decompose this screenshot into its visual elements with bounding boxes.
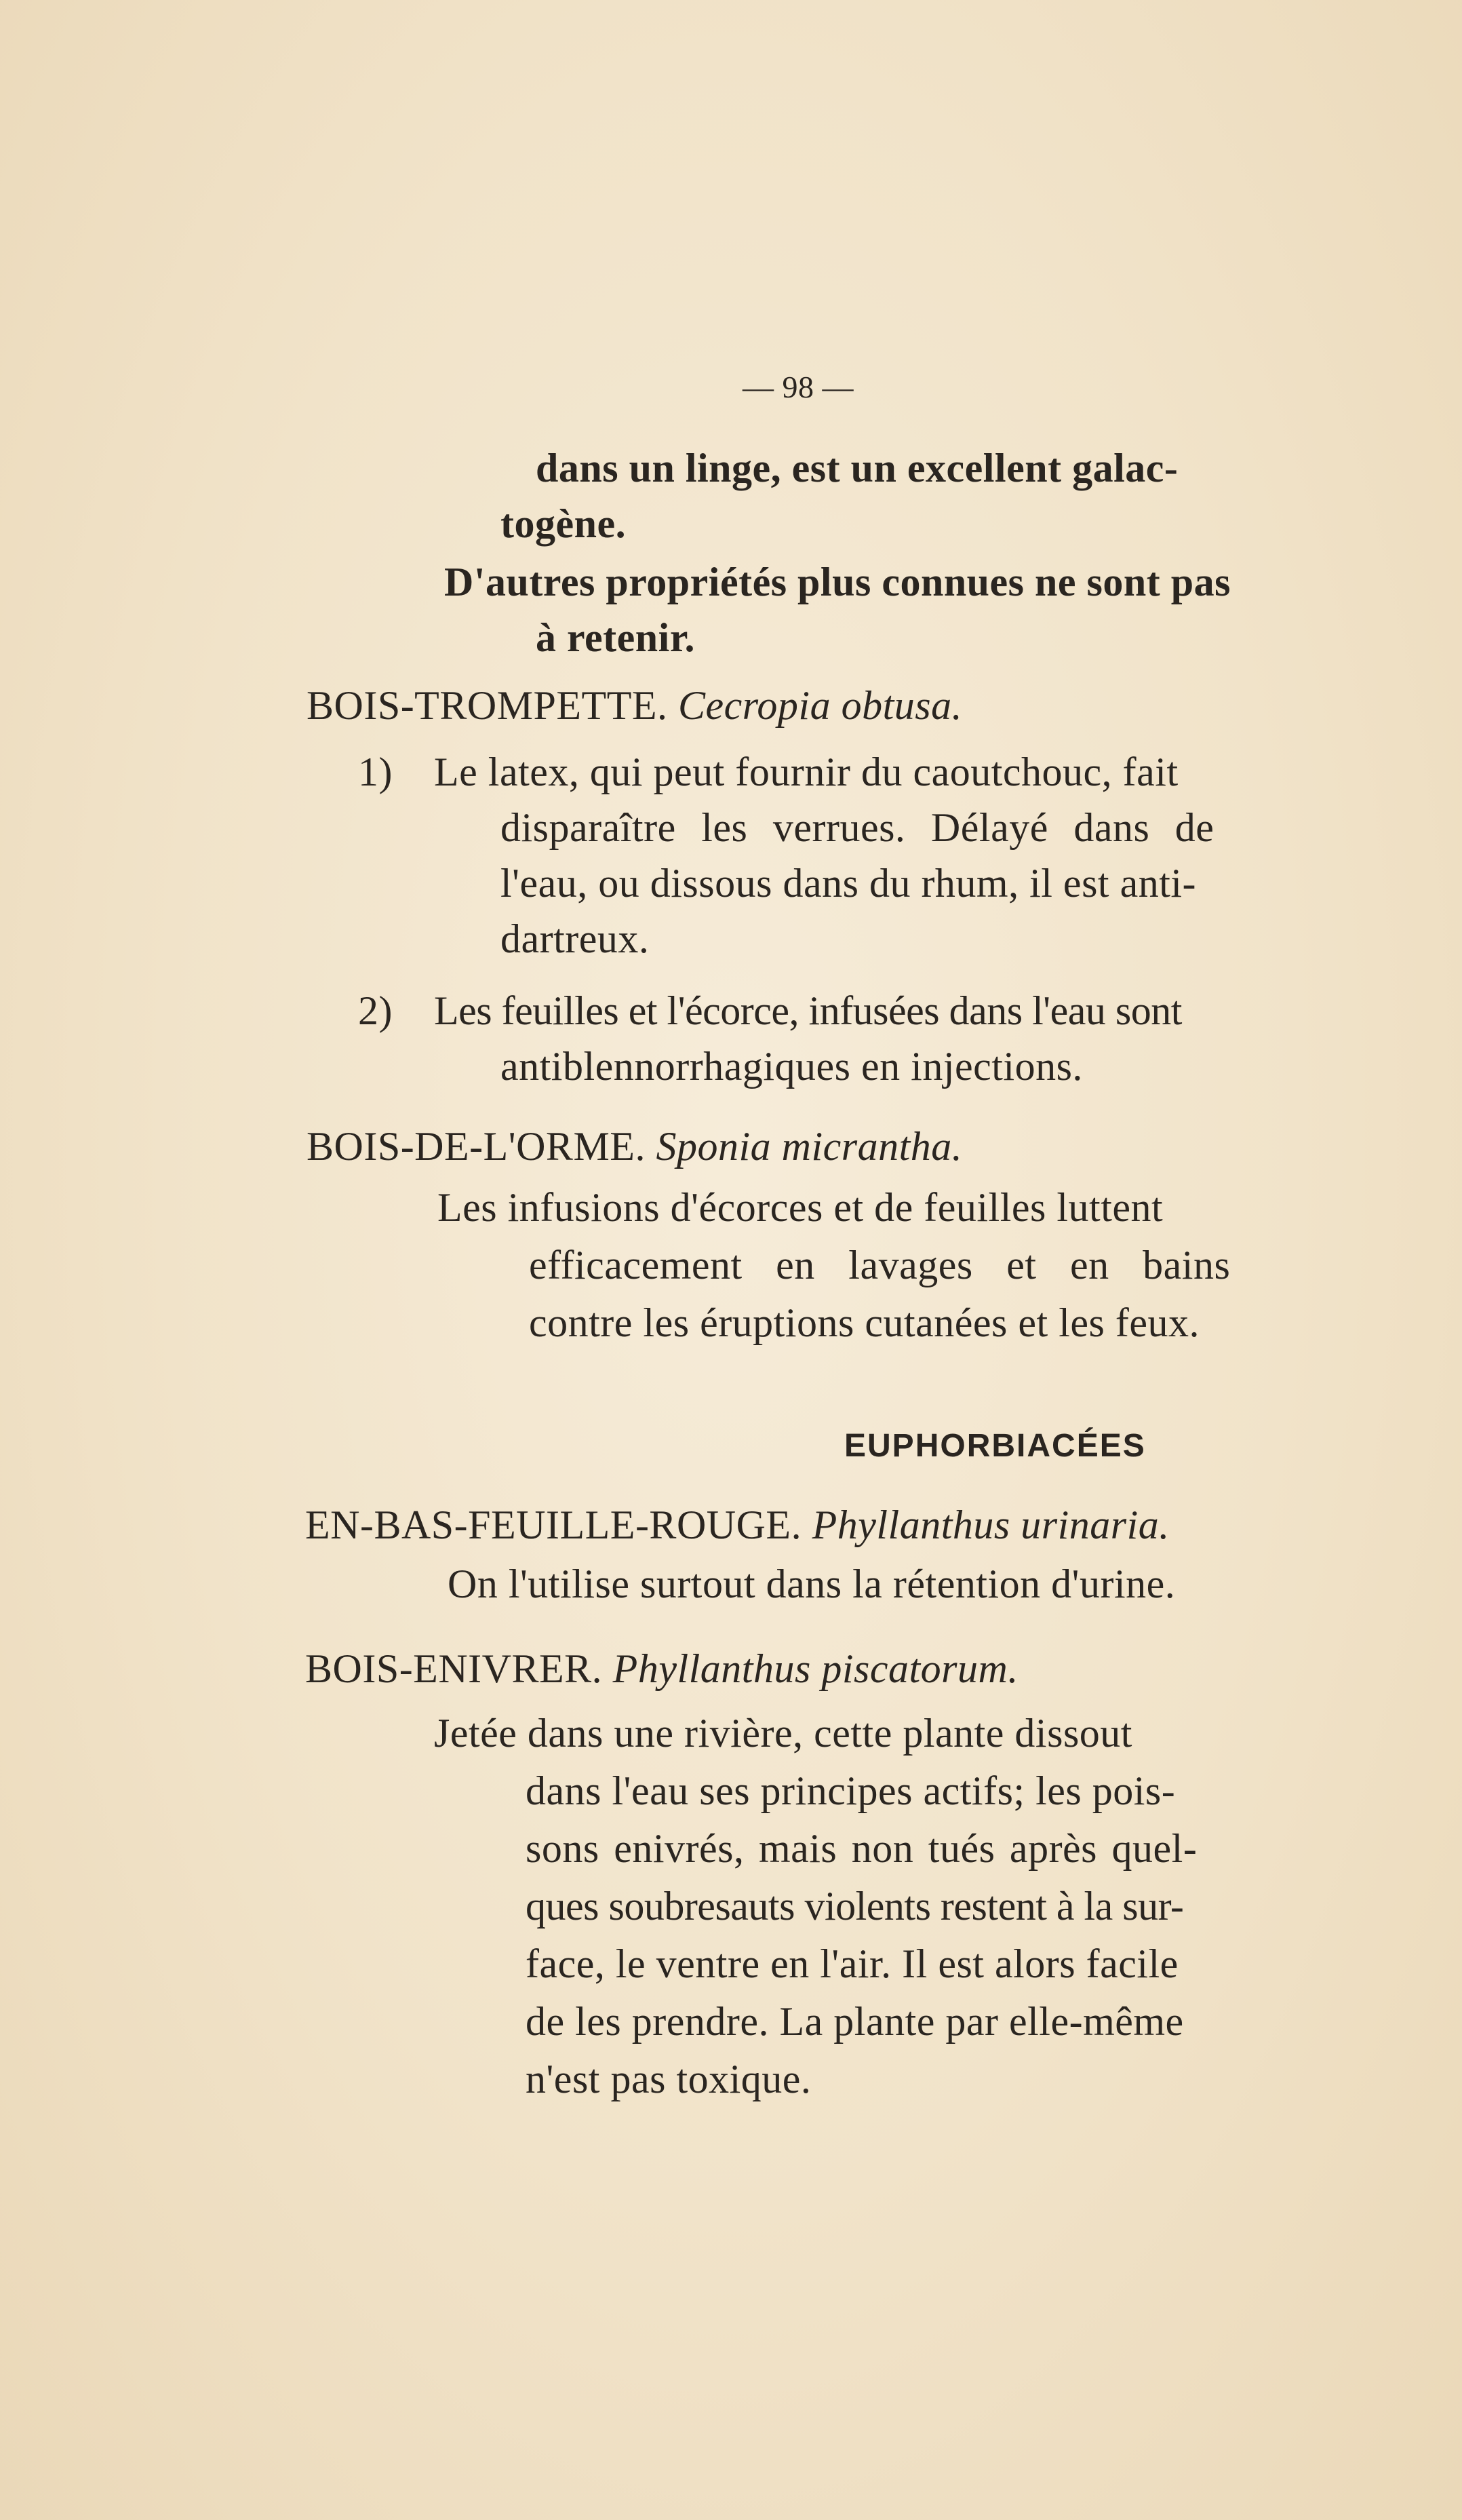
entry-line: Les infusions d'écorces et de feuilles luttent xyxy=(437,1185,1164,1230)
entry-line: dans l'eau ses principes actifs; les pois- xyxy=(526,1768,1176,1813)
common-name: EN-BAS-FEUILLE-ROUGE. xyxy=(305,1503,802,1547)
entry-line: On l'utilise surtout dans la rétention d'urine. xyxy=(448,1562,1176,1606)
entry-line: dartreux. xyxy=(500,916,650,961)
entry-title xyxy=(307,1126,962,1167)
latin-name: Cecropia obtusa. xyxy=(678,683,963,728)
entry-line: disparaître les verrues. Délayé dans de xyxy=(500,805,1214,850)
common-name: BOIS-ENIVRER. xyxy=(305,1646,603,1691)
entry-line: sons enivrés, mais non tués après quel- xyxy=(526,1826,1198,1871)
intro-line: D'autres propriétés plus connues ne sont pas xyxy=(444,560,1231,604)
section-heading: EUPHORBIACÉES xyxy=(844,1428,1146,1464)
entry-title xyxy=(305,1505,1170,1545)
common-name: BOIS-TROMPETTE. xyxy=(307,683,668,728)
latin-name: Phyllanthus urinaria. xyxy=(812,1503,1170,1547)
latin-name: Sponia micrantha. xyxy=(656,1124,963,1169)
latin-name: Phyllanthus piscatorum. xyxy=(612,1646,1019,1691)
entry-line: antiblennorrhagiques en injections. xyxy=(500,1044,1083,1089)
entry-line: contre les éruptions cutanées et les feux. xyxy=(529,1300,1200,1345)
page-number: — 98 — xyxy=(743,370,854,404)
entry-title xyxy=(307,685,962,726)
entry-line: Jetée dans une rivière, cette plante dissout xyxy=(434,1711,1132,1756)
intro-line: togène. xyxy=(500,501,627,546)
entry-line: efficacement en lavages et en bains xyxy=(529,1243,1231,1287)
entry-title xyxy=(305,1648,1019,1689)
entry-line: n'est pas toxique. xyxy=(526,2057,812,2101)
entry-line: Les feuilles et l'écorce, infusées dans l'eau sont xyxy=(434,988,1182,1033)
intro-line: à retenir. xyxy=(536,615,695,660)
entry-line: ques soubresauts violents restent à la sur- xyxy=(526,1884,1184,1928)
entry-line: de les prendre. La plante par elle-même xyxy=(526,1999,1184,2044)
item-marker: 1) xyxy=(358,750,393,794)
item-marker: 2) xyxy=(358,988,393,1033)
entry-line: face, le ventre en l'air. Il est alors facile xyxy=(526,1941,1179,1986)
entry-line: l'eau, ou dissous dans du rhum, il est anti- xyxy=(500,861,1197,906)
intro-line: dans un linge, est un excellent galac- xyxy=(536,446,1179,490)
entry-line: Le latex, qui peut fournir du caoutchouc, fait xyxy=(434,750,1179,794)
common-name: BOIS-DE-L'ORME. xyxy=(307,1124,646,1169)
